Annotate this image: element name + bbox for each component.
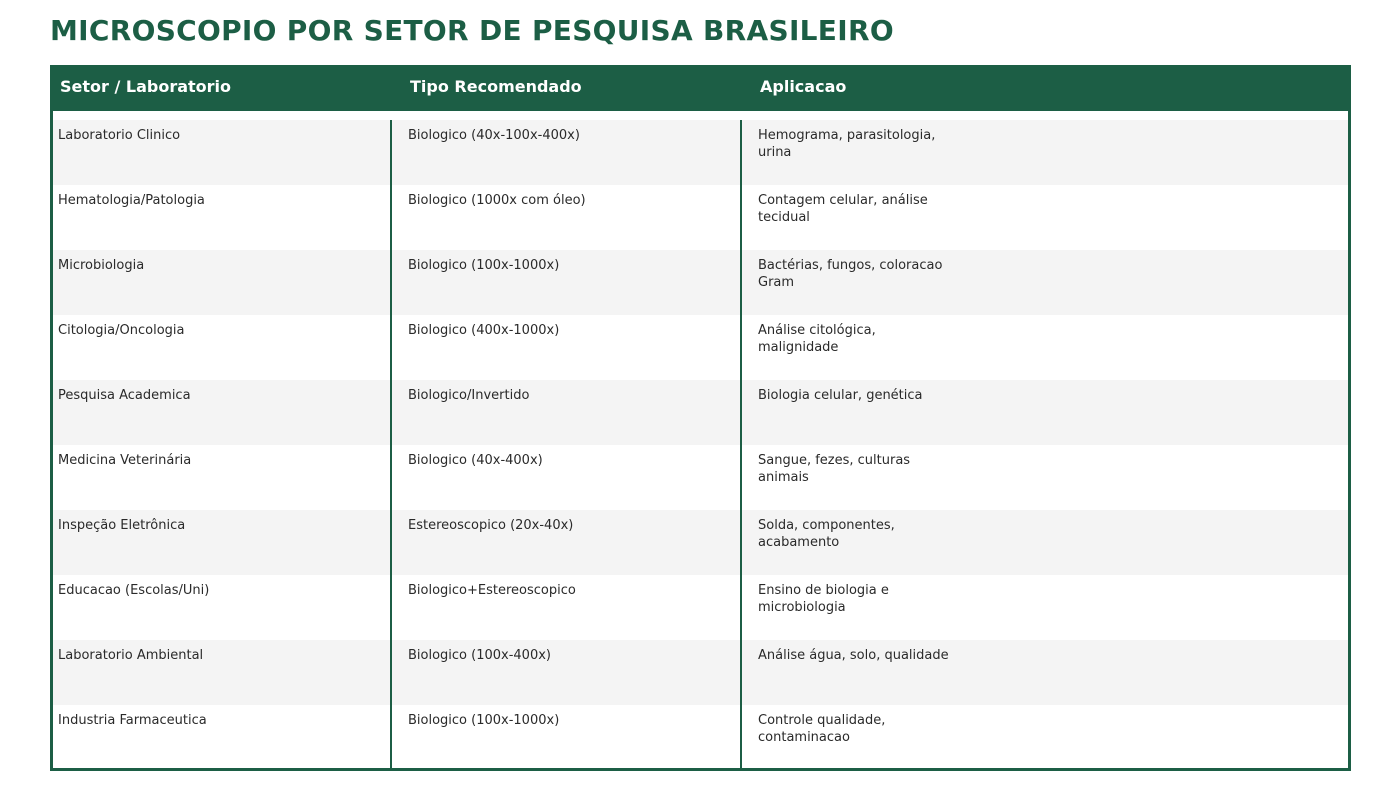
- cell-tipo: Biologico (100x-400x): [408, 648, 551, 663]
- sector-table: [50, 65, 1351, 771]
- cell-aplicacao: Biologia celular, genética: [758, 388, 923, 403]
- cell-tipo: Biologico (100x-1000x): [408, 713, 560, 728]
- table-row: [53, 445, 1348, 510]
- cell-tipo: Biologico (1000x com óleo): [408, 193, 586, 208]
- column-divider: [740, 120, 742, 768]
- column-divider: [390, 120, 392, 768]
- cell-setor: Laboratorio Clinico: [58, 128, 181, 143]
- cell-setor: Inspeção Eletrônica: [58, 518, 186, 533]
- cell-aplicacao: Análise citológica, malignidade: [758, 323, 876, 355]
- table-row: [53, 185, 1348, 250]
- table-row: [53, 250, 1348, 315]
- cell-aplicacao: Hemograma, parasitologia, urina: [758, 128, 936, 160]
- header-aplicacao: Aplicacao: [760, 77, 847, 96]
- cell-aplicacao: Contagem celular, análise tecidual: [758, 193, 928, 225]
- cell-aplicacao: Ensino de biologia e microbiologia: [758, 583, 889, 615]
- cell-setor: Pesquisa Academica: [58, 388, 191, 403]
- cell-setor: Citologia/Oncologia: [58, 323, 185, 338]
- cell-aplicacao: Análise água, solo, qualidade: [758, 648, 949, 663]
- cell-tipo: Biologico (40x-100x-400x): [408, 128, 580, 143]
- header-setor: Setor / Laboratorio: [60, 77, 232, 96]
- table-row: [53, 120, 1348, 185]
- table-row: [53, 315, 1348, 380]
- header-tipo: Tipo Recomendado: [410, 77, 582, 96]
- table-row: [53, 705, 1348, 770]
- cell-tipo: Estereoscopico (20x-40x): [408, 518, 574, 533]
- cell-setor: Medicina Veterinária: [58, 453, 192, 468]
- cell-tipo: Biologico (100x-1000x): [408, 258, 560, 273]
- cell-setor: Industria Farmaceutica: [58, 713, 207, 728]
- table-header-row: [53, 68, 1348, 111]
- cell-tipo: Biologico (400x-1000x): [408, 323, 560, 338]
- table-row: [53, 510, 1348, 575]
- cell-setor: Educacao (Escolas/Uni): [58, 583, 210, 598]
- cell-tipo: Biologico (40x-400x): [408, 453, 543, 468]
- table-row: [53, 575, 1348, 640]
- cell-tipo: Biologico+Estereoscopico: [408, 583, 576, 598]
- cell-setor: Laboratorio Ambiental: [58, 648, 204, 663]
- cell-aplicacao: Controle qualidade, contaminacao: [758, 713, 886, 745]
- cell-aplicacao: Solda, componentes, acabamento: [758, 518, 895, 550]
- table-body: [53, 120, 1348, 770]
- cell-aplicacao: Sangue, fezes, culturas animais: [758, 453, 911, 485]
- table-row: [53, 380, 1348, 445]
- cell-tipo: Biologico/Invertido: [408, 388, 530, 403]
- cell-setor: Hematologia/Patologia: [58, 193, 205, 208]
- cell-setor: Microbiologia: [58, 258, 145, 273]
- page-title: MICROSCOPIO POR SETOR DE PESQUISA BRASILEIRO: [50, 14, 894, 47]
- cell-aplicacao: Bactérias, fungos, coloracao Gram: [758, 258, 943, 290]
- table-row: [53, 640, 1348, 705]
